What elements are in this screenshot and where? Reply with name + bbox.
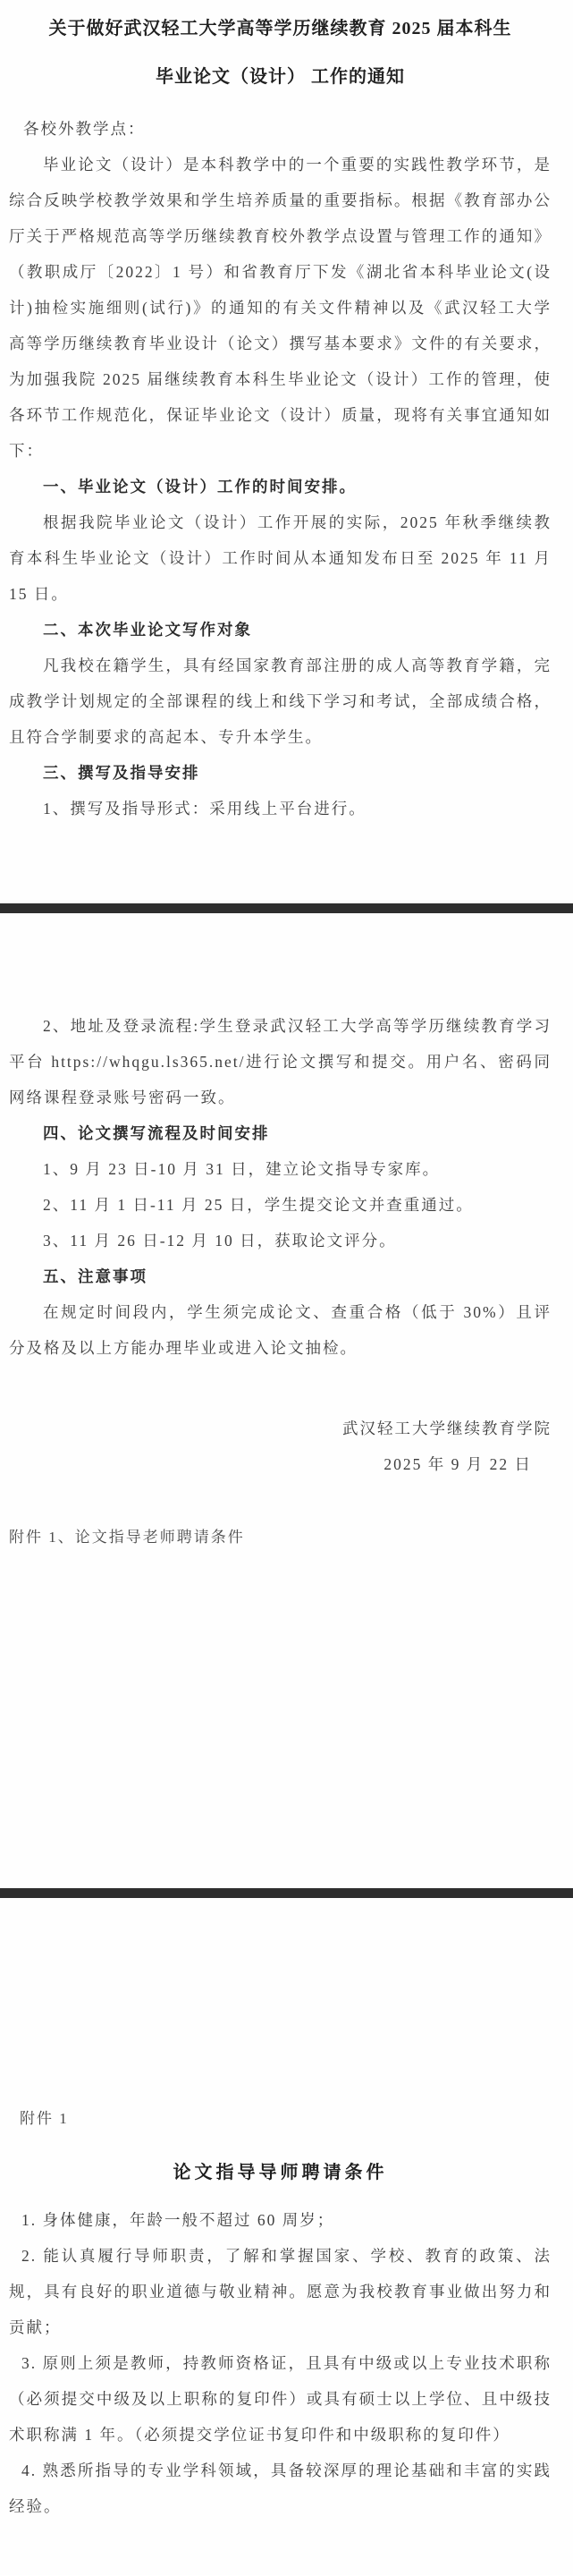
attachment-reference: 附件 1、论文指导老师聘请条件 — [9, 1529, 245, 1546]
section-4-item-3: 3、11 月 26 日-12 月 10 日，获取论文评分。 — [43, 1232, 397, 1250]
annex-item-2: 2. 能认真履行导师职责，了解和掌握国家、学校、教育的政策、法规，具有良好的职业道德与敬业精神。愿意为我校教育事业做出努力和贡献； — [9, 2247, 552, 2336]
page-separator-1 — [0, 903, 573, 913]
notice-page-1 — [0, 0, 573, 903]
section-2-paragraph: 凡我校在籍学生，具有经国家教育部注册的成人高等教育学籍，完成教学计划规定的全部课程的线上和线下学习和考试，全部成绩合格，且符合学制要求的高起本、专升本学生。 — [9, 657, 552, 746]
signature-date: 2025 年 9 月 22 日 — [383, 1455, 532, 1473]
section-5-heading: 五、注意事项 — [43, 1267, 147, 1285]
section-3-item-2-paragraph: 2、地址及登录流程:学生登录武汉轻工大学高等学历继续教育学习平台 https://whqgu.ls365.net/进行论文撰写和提交。用户名、密码同网络课程登录账号密码一致。 — [9, 1017, 552, 1106]
section-4-item-2: 2、11 月 1 日-11 月 25 日，学生提交论文并查重通过。 — [43, 1196, 474, 1214]
annex-label: 附件 1 — [20, 2110, 69, 2127]
annex-heading: 论文指导导师聘请条件 — [173, 2163, 388, 2182]
annex-item-3: 3. 原则上须是教师，持教师资格证，且具有中级或以上专业技术职称（必须提交中级及以上职称的复印件）或具有硕士以上学位、且中级技术职称满 1 年。（必须提交学位证书复印件和中级职称的复印件） — [9, 2354, 552, 2444]
annex-item-1: 1. 身体健康，年龄一般不超过 60 周岁； — [21, 2211, 335, 2229]
section-1-heading: 一、毕业论文（设计）工作的时间安排。 — [43, 478, 357, 496]
signature-org: 武汉轻工大学继续教育学院 — [342, 1419, 552, 1437]
section-1-paragraph: 根据我院毕业论文（设计）工作开展的实际，2025 年秋季继续教育本科生毕业论文（设计）工作时间从本通知发布日至 2025 年 11 月 15 日。 — [9, 513, 552, 603]
annex-item-4: 4. 熟悉所指导的专业学科领域，具备较深厚的理论基础和丰富的实践经验。 — [9, 2462, 552, 2515]
notice-page-2 — [0, 913, 573, 1888]
page-separator-2 — [0, 1888, 573, 1898]
section-5-paragraph: 在规定时间段内，学生须完成论文、查重合格（低于 30%）且评分及格及以上方能办理毕业或进入论文抽检。 — [9, 1303, 552, 1357]
section-3-item-1: 1、撰写及指导形式：采用线上平台进行。 — [43, 800, 367, 818]
intro-paragraph: 毕业论文（设计）是本科教学中的一个重要的实践性教学环节，是综合反映学校教学效果和学生培养质量的重要指标。根据《教育部办公厅关于严格规范高等学历继续教育校外教学点设置与管理工作的通知》（教职成厅〔2022〕1 号）和省教育厅下发《湖北省本科毕业论文(设计)抽检实施细则(试行)》的通知的有关文件精神以及《武汉轻工大学高等学历继续教育毕业设计（论文）撰写基本要求》文件的有关要求，为加强我院 2025 届继续教育本科生毕业论文（设计）工作的管理，使各环节工作规范化，保证毕业论文（设计）质量，现将有关事宜通知如下： — [9, 156, 552, 460]
annex-page — [0, 1898, 573, 2575]
section-4-item-1: 1、9 月 23 日-10 月 31 日，建立论文指导专家库。 — [43, 1160, 441, 1178]
section-2-heading: 二、本次毕业论文写作对象 — [43, 621, 252, 639]
salutation: 各校外教学点： — [23, 120, 146, 138]
doc-title-line-2: 毕业论文（设计） 工作的通知 — [156, 67, 405, 87]
section-3-heading: 三、撰写及指导安排 — [43, 764, 200, 782]
doc-title-line-1: 关于做好武汉轻工大学高等学历继续教育 2025 届本科生 — [48, 19, 512, 38]
section-4-heading: 四、论文撰写流程及时间安排 — [43, 1124, 270, 1142]
